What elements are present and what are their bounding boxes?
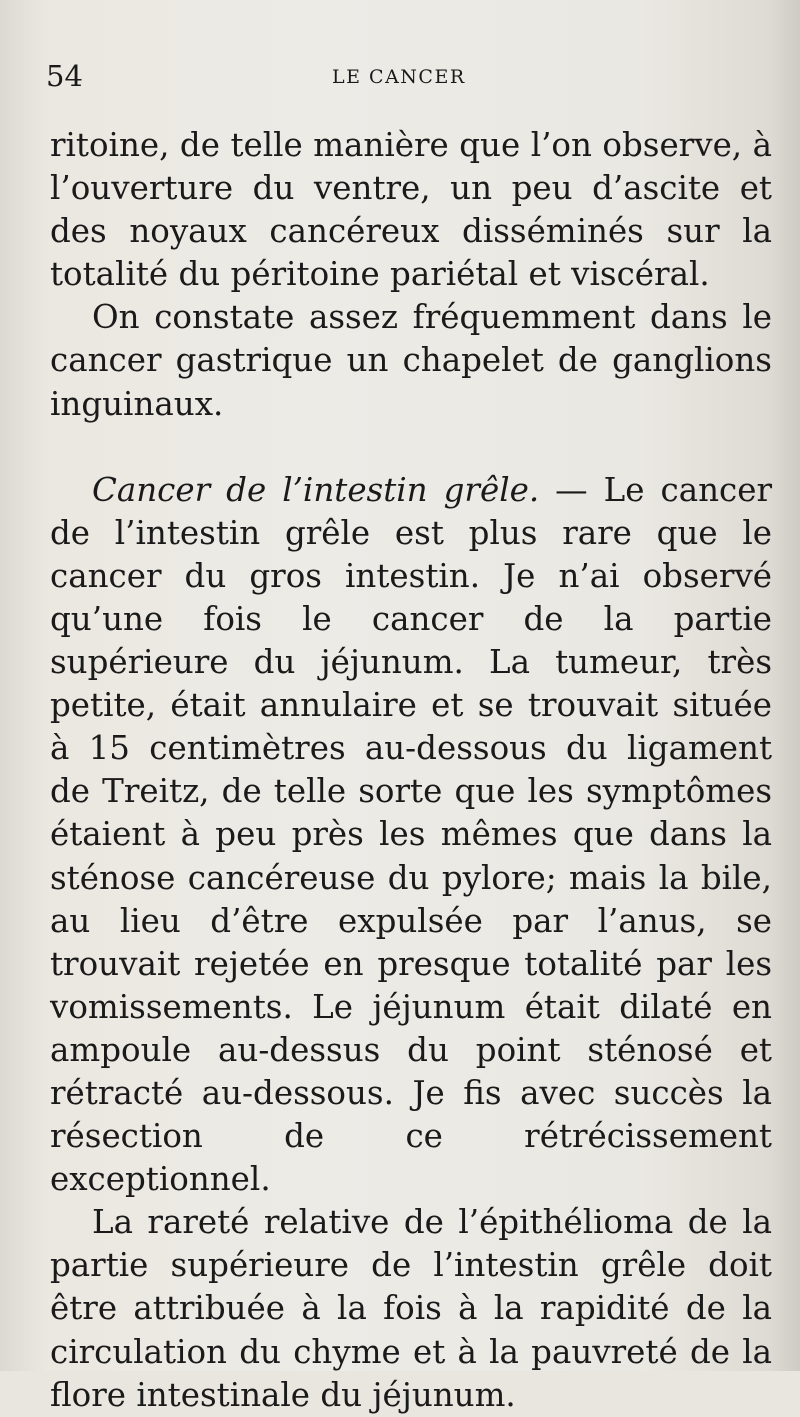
body-text bbox=[50, 124, 772, 1417]
paragraph-continuation: ritoine, de telle manière que l’on observe, à l’ouverture du ventre, un peu d’ascite et des noyaux cancéreux disséminés sur la totalité du péritoine pariétal et viscéral. bbox=[50, 126, 772, 294]
paragraph-intestin-grele bbox=[50, 469, 772, 1202]
running-head: LE CANCER bbox=[332, 66, 466, 88]
section-gap bbox=[50, 426, 772, 469]
section-heading: Cancer de l’intestin grêle. bbox=[92, 470, 540, 509]
paragraph-rarete: La rareté relative de l’épithélioma de la partie supérieure de l’intestin grêle doit être attribuée à la fois à la rapidité de la circulation du chyme et à la pauvreté de la flore intestinale du jéjunum. bbox=[50, 1203, 772, 1414]
paragraph-ganglions: On constate assez fréquemment dans le cancer gastrique un chapelet de ganglions inguinaux. bbox=[50, 298, 772, 423]
page-header bbox=[46, 58, 746, 94]
section-body: — Le cancer de l’intestin grêle est plus rare que le cancer du gros intestin. Je n’ai observé qu’une fois le cancer de la partie supérieure du jéjunum. La tumeur, très petite, était annulaire et se trouvait située à 15 centimètres au-dessous du ligament de Treitz, de telle sorte que les symptômes étaient à peu près les mêmes que dans la sténose cancéreuse du pylore; mais la bile, au lieu d’être expulsée par l’anus, se trouvait rejetée en presque totalité par les vomissements. Le jéjunum était dilaté en ampoule au-dessus du point sténosé et rétracté au-dessous. Je fis avec succès la résection de ce rétrécissement exceptionnel. bbox=[50, 470, 772, 1199]
page-number: 54 bbox=[46, 59, 83, 93]
